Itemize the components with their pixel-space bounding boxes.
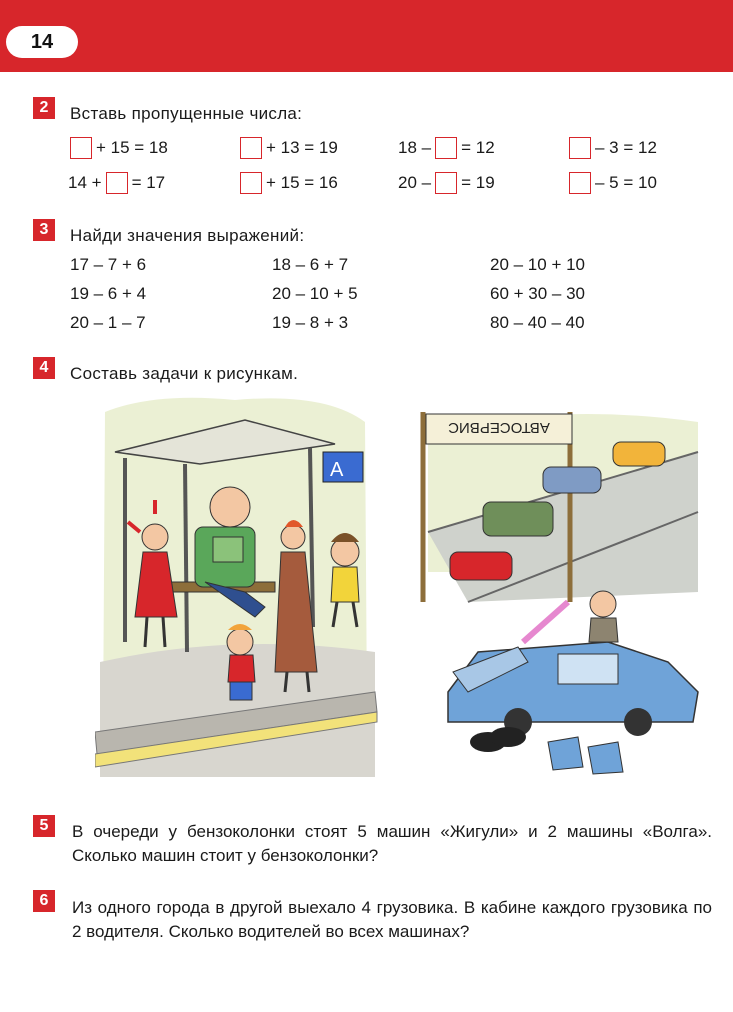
answer-box[interactable] <box>569 137 591 159</box>
task-6-text: Из одного города в другой выехало 4 грузовика. В кабине каждого грузовика по 2 водителя. Сколько водителей во всех машинах? <box>72 898 712 941</box>
answer-box[interactable] <box>240 137 262 159</box>
bus-stop-sign: А <box>330 459 344 481</box>
equation: 14 + = 17 <box>68 173 166 192</box>
answer-box[interactable] <box>106 172 128 194</box>
task-number-3: 3 <box>33 219 55 241</box>
task-4-title: Составь задачи к рисункам. <box>70 364 299 383</box>
equation: + 15 = 16 <box>236 172 338 194</box>
equation: + 13 = 19 <box>236 137 338 159</box>
auto-service-illustration <box>408 392 708 787</box>
expression: 19 – 6 + 4 <box>70 284 147 303</box>
answer-box[interactable] <box>240 172 262 194</box>
expression: 20 – 1 – 7 <box>70 313 146 332</box>
answer-box[interactable] <box>569 172 591 194</box>
page-number: 14 <box>6 26 78 58</box>
answer-box[interactable] <box>435 137 457 159</box>
expression: 60 + 30 – 30 <box>490 284 586 303</box>
task-5-text: В очереди у бензоколонки стоят 5 машин «Жигули» и 2 машины «Волга». Сколько машин стоит у бензоколонки? <box>72 822 712 865</box>
equation: – 3 = 12 <box>565 137 657 159</box>
equation: – 5 = 10 <box>565 172 657 194</box>
task-number-6: 6 <box>33 890 55 912</box>
task-number-4: 4 <box>33 357 55 379</box>
auto-service-sign: АВТОСЕРВИС <box>448 419 550 436</box>
top-bar <box>0 0 733 72</box>
expression: 17 – 7 + 6 <box>70 255 147 274</box>
task-number-5: 5 <box>33 815 55 837</box>
equation: + 15 = 18 <box>66 137 168 159</box>
expression: 18 – 6 + 7 <box>272 255 349 274</box>
expression: 20 – 10 + 10 <box>490 255 586 274</box>
answer-box[interactable] <box>70 137 92 159</box>
task-number-2: 2 <box>33 97 55 119</box>
expression: 20 – 10 + 5 <box>272 284 358 303</box>
expression: 80 – 40 – 40 <box>490 313 585 332</box>
expression: 19 – 8 + 3 <box>272 313 349 332</box>
equation: 18 – = 12 <box>398 138 495 157</box>
bus-stop-illustration <box>95 392 380 782</box>
answer-box[interactable] <box>435 172 457 194</box>
task-2-title: Вставь пропущенные числа: <box>70 104 303 123</box>
equation: 20 – = 19 <box>398 173 495 192</box>
task-3-title: Найди значения выражений: <box>70 226 305 245</box>
